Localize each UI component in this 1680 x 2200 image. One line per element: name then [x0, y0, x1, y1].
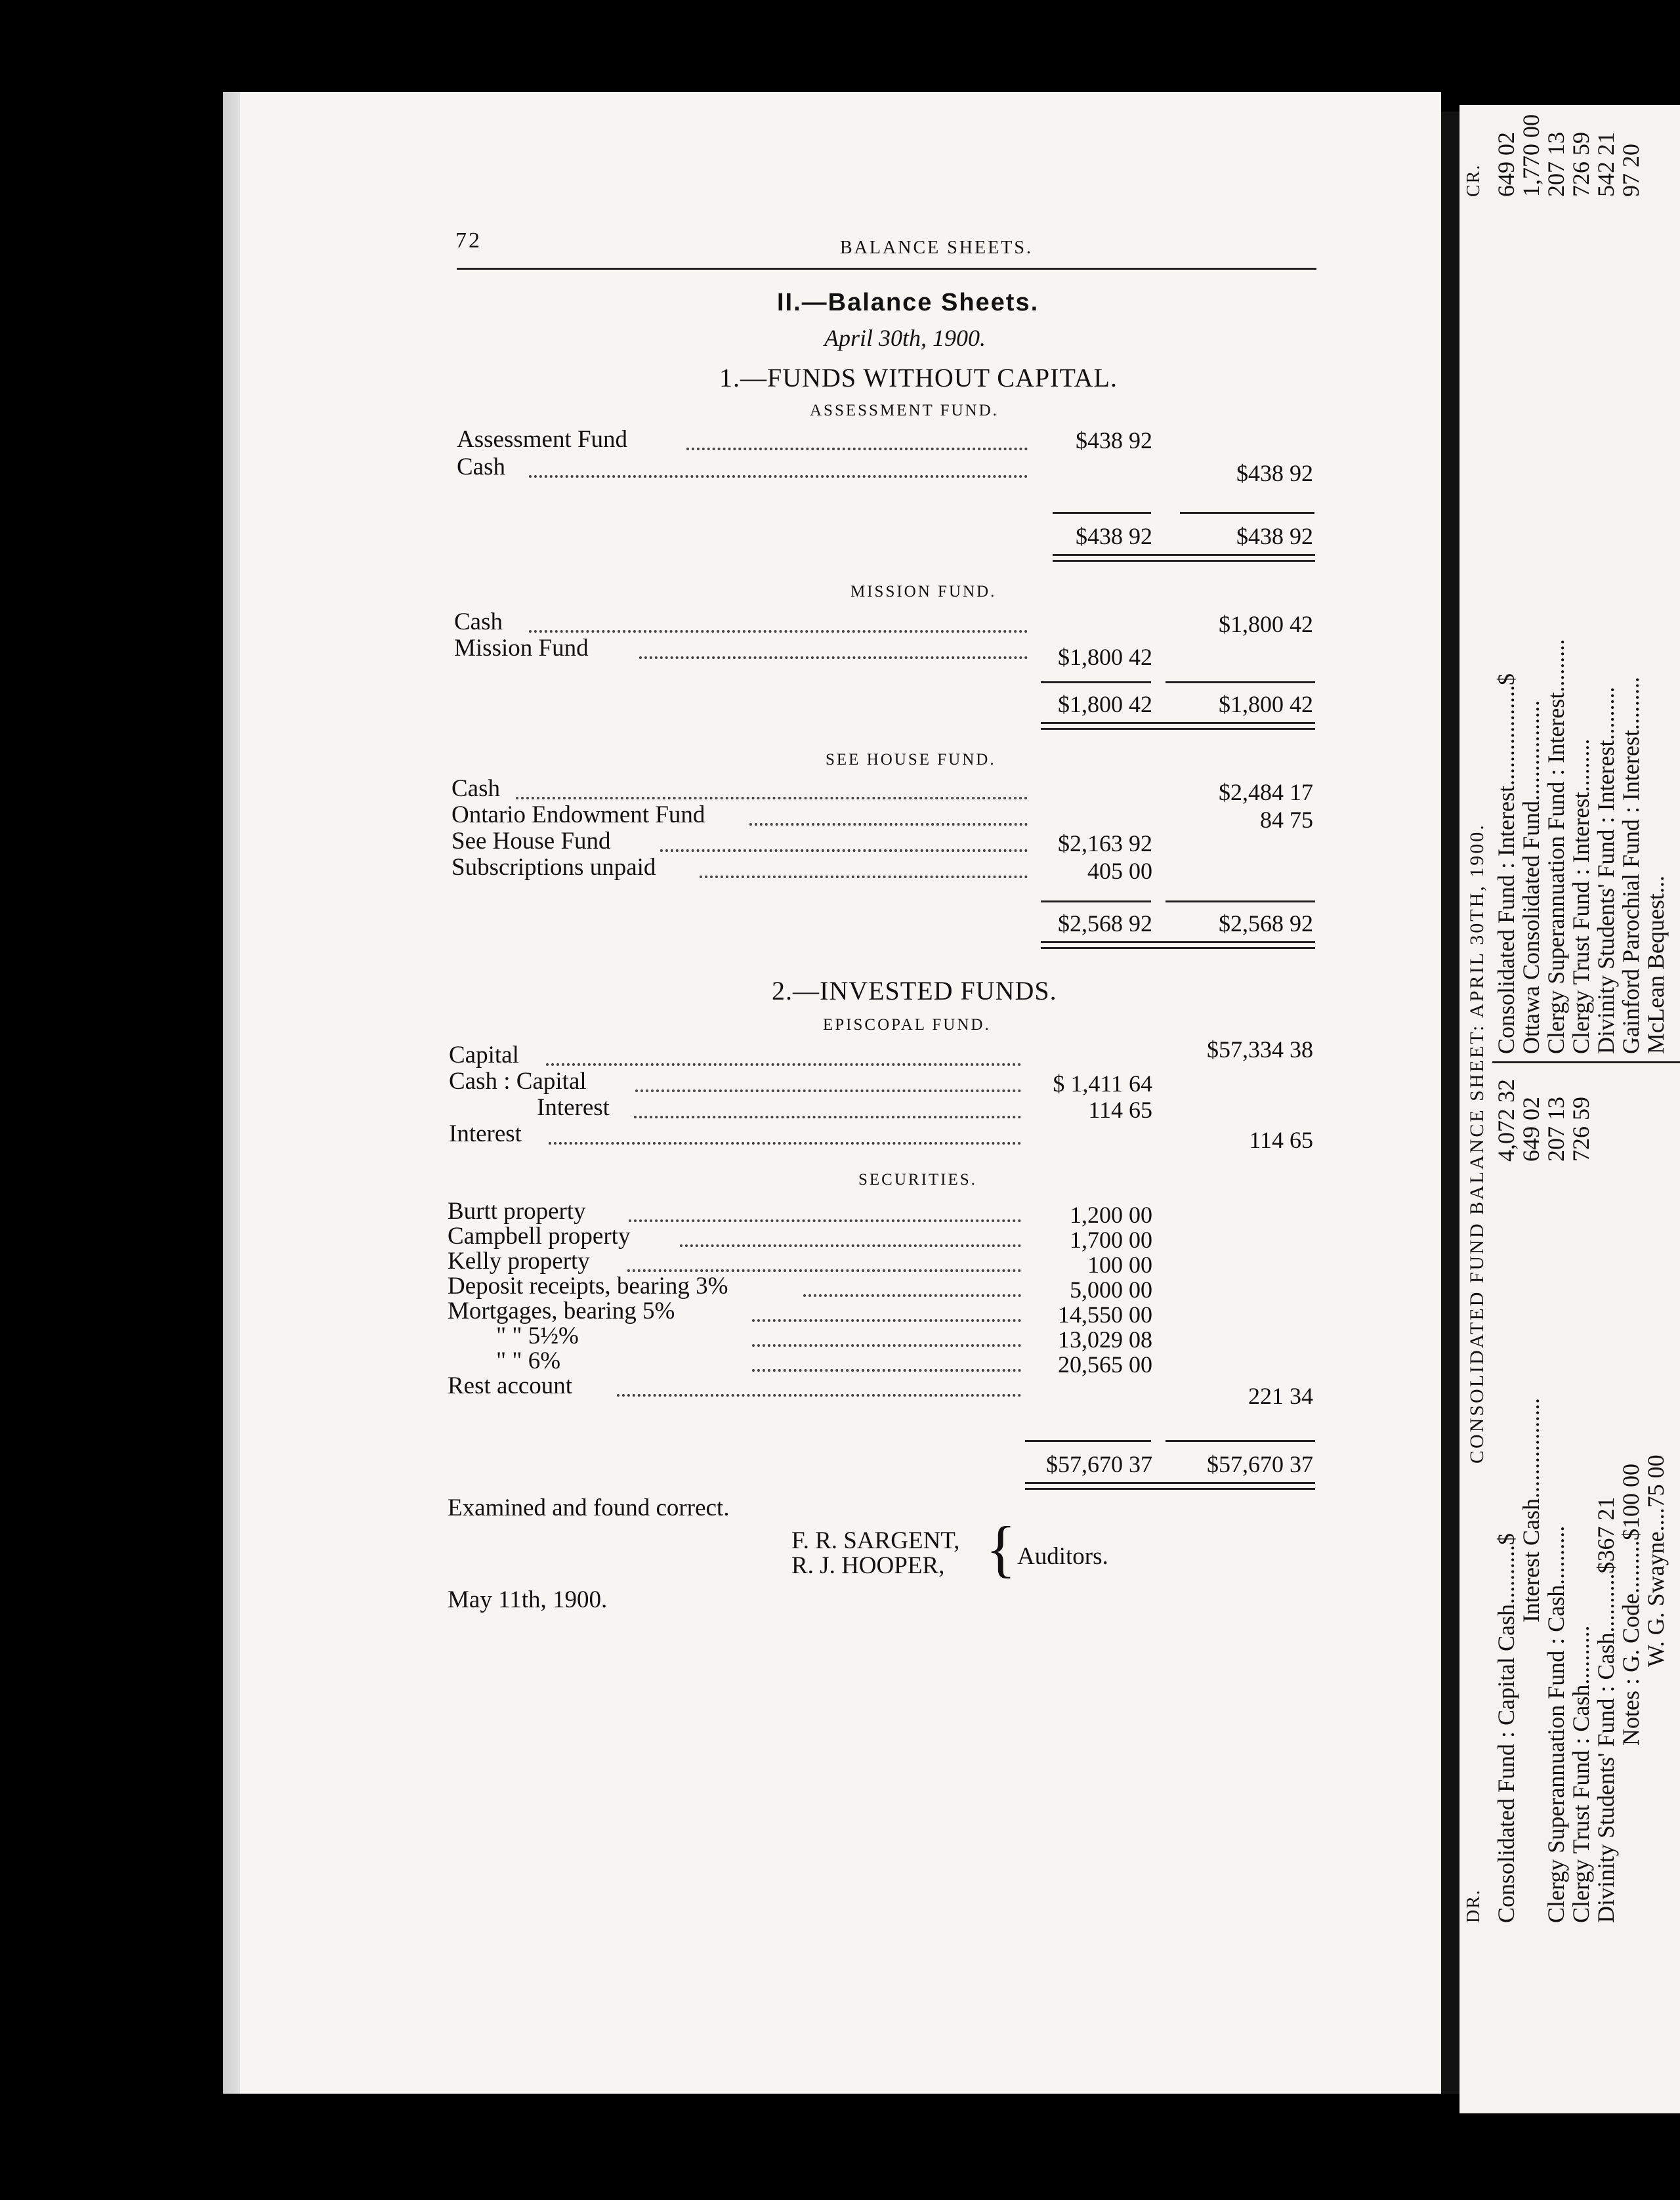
- episcopal-heading: EPISCOPAL FUND.: [823, 1016, 991, 1034]
- dr-line: W. G. Swayne....75 00: [1643, 1454, 1669, 1667]
- seehouse-row-cr: $2,484 17: [1219, 779, 1313, 805]
- mission-row-label: Mission Fund: [454, 635, 589, 662]
- seehouse-row-label: See House Fund: [452, 828, 611, 855]
- episcopal-row-label: Capital: [449, 1042, 519, 1068]
- seehouse-heading: SEE HOUSE FUND.: [826, 751, 996, 769]
- securities-row-label: " " 6%: [496, 1347, 561, 1374]
- mission-row-dr: $1,800 42: [1058, 644, 1152, 670]
- seehouse-row-dr: 405 00: [1087, 858, 1152, 884]
- double-rule: [1025, 1482, 1315, 1490]
- cr-line: McLean Bequest...: [1643, 876, 1669, 1054]
- leader-dots: [546, 1061, 1021, 1066]
- securities-total-dr: $57,670 37: [1046, 1451, 1152, 1477]
- leader-dots: [686, 445, 1028, 450]
- assessment-row-cr: $438 92: [1236, 460, 1313, 486]
- securities-row-dr: 5,000 00: [1070, 1277, 1152, 1303]
- seehouse-row-label: Ontario Endowment Fund: [452, 801, 705, 828]
- leader-dots: [627, 1267, 1021, 1272]
- dr-line: Clergy Superannuation Fund : Cash..........: [1543, 1525, 1569, 1923]
- total-rule-dr: [1041, 900, 1151, 902]
- total-rule-dr: [1025, 1440, 1151, 1442]
- seehouse-total-dr: $2,568 92: [1058, 910, 1152, 937]
- episcopal-row-cr: 114 65: [1249, 1127, 1313, 1153]
- total-rule-cr: [1166, 900, 1315, 902]
- double-rule: [1041, 941, 1315, 949]
- section-heading-2: 2.—INVESTED FUNDS.: [772, 976, 1057, 1005]
- seehouse-row-dr: $2,163 92: [1058, 830, 1152, 857]
- seehouse-row-label: Subscriptions unpaid: [452, 854, 656, 881]
- gutter: [1441, 112, 1460, 2094]
- assessment-row-label: Assessment Fund: [457, 426, 628, 453]
- dr-line: Divinity Students' Fund : Cash..........$367 21: [1593, 1496, 1619, 1923]
- mission-total-cr: $1,800 42: [1219, 691, 1313, 717]
- double-rule: [1053, 554, 1315, 562]
- total-rule-cr: [1166, 681, 1315, 683]
- episcopal-row-dr: $ 1,411 64: [1053, 1070, 1152, 1097]
- assessment-total-cr: $438 92: [1236, 523, 1313, 549]
- auditor-name: F. R. SARGENT,: [791, 1527, 960, 1554]
- leader-dots: [680, 1242, 1021, 1247]
- securities-row-dr: 1,700 00: [1070, 1227, 1152, 1253]
- leader-dots: [803, 1292, 1021, 1297]
- securities-row-cr: 221 34: [1248, 1383, 1313, 1409]
- leader-dots: [634, 1113, 1021, 1118]
- column-divider: [1492, 1061, 1680, 1063]
- assessment-row-label: Cash: [457, 454, 505, 480]
- total-rule-cr: [1166, 1440, 1315, 1442]
- total-rule-dr: [1041, 681, 1151, 683]
- mission-heading: MISSION FUND.: [850, 583, 997, 601]
- leader-dots: [752, 1366, 1021, 1372]
- dr-amount: 649 02: [1518, 1097, 1544, 1162]
- securities-row-label: Campbell property: [448, 1223, 631, 1250]
- securities-heading: SECURITIES.: [858, 1171, 977, 1189]
- right-page: [1460, 105, 1680, 2113]
- header-rule: [457, 268, 1316, 270]
- mission-row-label: Cash: [454, 608, 503, 635]
- seehouse-row-cr: 84 75: [1260, 807, 1313, 833]
- examined-note: Examined and found correct.: [448, 1494, 730, 1521]
- mission-total-dr: $1,800 42: [1058, 691, 1152, 717]
- section-heading-1: 1.—FUNDS WITHOUT CAPITAL.: [719, 363, 1118, 392]
- leader-dots: [529, 473, 1028, 478]
- leader-dots: [635, 1087, 1021, 1092]
- cr-line: Gainford Parochial Fund : Interest.........: [1618, 677, 1644, 1054]
- leader-dots: [629, 1217, 1021, 1222]
- leader-dots: [516, 794, 1028, 799]
- brace: {: [986, 1513, 1017, 1584]
- cr-amount: 726 59: [1568, 132, 1594, 197]
- securities-row-label: Burtt property: [448, 1198, 586, 1225]
- page-number: 72: [455, 228, 482, 253]
- leader-dots: [749, 820, 1028, 826]
- leader-dots: [752, 1317, 1021, 1322]
- securities-row-label: " " 5½%: [496, 1322, 579, 1349]
- signed-date: May 11th, 1900.: [448, 1586, 608, 1613]
- page-title: II.—Balance Sheets.: [777, 289, 1040, 316]
- dr-amount: 726 59: [1568, 1097, 1594, 1162]
- leader-dots: [752, 1342, 1021, 1347]
- dr-line: Clergy Trust Fund : Cash..........: [1568, 1625, 1594, 1923]
- leader-dots: [639, 654, 1028, 659]
- episcopal-row-cr: $57,334 38: [1207, 1036, 1313, 1063]
- cr-label: CR.: [1463, 163, 1484, 197]
- seehouse-total-cr: $2,568 92: [1219, 910, 1313, 937]
- left-page: [240, 92, 1441, 2094]
- assessment-heading: ASSESSMENT FUND.: [810, 402, 999, 419]
- securities-row-dr: 13,029 08: [1058, 1326, 1152, 1353]
- assessment-row-dr: $438 92: [1076, 427, 1152, 454]
- leader-dots: [660, 847, 1028, 852]
- dr-amount: 4,072 32: [1493, 1079, 1519, 1162]
- securities-total-cr: $57,670 37: [1207, 1451, 1313, 1477]
- mission-row-cr: $1,800 42: [1219, 611, 1313, 637]
- auditors-label: Auditors.: [1017, 1543, 1108, 1570]
- rotated-balance-sheet: [1460, 105, 1680, 2113]
- cr-amount: 207 13: [1543, 132, 1569, 197]
- securities-row-label: Deposit receipts, bearing 3%: [448, 1273, 728, 1300]
- leader-dots: [549, 1139, 1021, 1145]
- cr-line: Clergy Superannuation Fund : Interest.........: [1543, 639, 1569, 1054]
- securities-row-dr: 20,565 00: [1058, 1351, 1152, 1378]
- episcopal-row-label: Interest: [537, 1094, 610, 1121]
- leader-dots: [617, 1391, 1021, 1397]
- securities-row-label: Rest account: [448, 1372, 573, 1399]
- cr-amount: 649 02: [1493, 132, 1519, 197]
- securities-row-dr: 14,550 00: [1058, 1301, 1152, 1328]
- dr-amount: 207 13: [1543, 1097, 1569, 1162]
- running-head: BALANCE SHEETS.: [840, 238, 1033, 258]
- episcopal-row-label: Cash : Capital: [449, 1068, 587, 1095]
- cr-line: Clergy Trust Fund : Interest.........: [1568, 738, 1594, 1054]
- right-heading: CONSOLIDATED FUND BALANCE SHEET: APRIL 30TH, 1900.: [1466, 823, 1488, 1464]
- securities-row-label: Kelly property: [448, 1248, 590, 1275]
- cr-amount: 97 20: [1618, 144, 1644, 197]
- securities-row-label: Mortgages, bearing 5%: [448, 1298, 675, 1324]
- securities-row-dr: 1,200 00: [1070, 1202, 1152, 1228]
- cr-amount: 542 21: [1593, 132, 1619, 197]
- cr-line: Consolidated Fund : Interest.................$: [1493, 673, 1519, 1054]
- total-rule-cr: [1180, 512, 1314, 514]
- episcopal-row-label: Interest: [449, 1120, 522, 1147]
- episcopal-row-dr: 114 65: [1088, 1097, 1152, 1123]
- total-rule-dr: [1053, 512, 1151, 514]
- seehouse-row-label: Cash: [452, 775, 500, 802]
- double-rule: [1041, 722, 1315, 730]
- dr-line: Interest Cash.................: [1518, 1398, 1544, 1622]
- cr-line: Divinity Students' Fund : Interest.........: [1593, 687, 1619, 1054]
- auditor-name: R. J. HOOPER,: [791, 1552, 945, 1579]
- dr-label: DR.: [1463, 1889, 1484, 1923]
- dr-line: Notes : G. Code.........$100 00: [1618, 1464, 1644, 1746]
- cr-line: Ottawa Consolidated Fund.................: [1518, 700, 1544, 1054]
- securities-row-dr: 100 00: [1087, 1252, 1152, 1278]
- assessment-total-dr: $438 92: [1076, 523, 1152, 549]
- cr-amount: 1,770 00: [1518, 114, 1544, 197]
- leader-dots: [529, 627, 1028, 633]
- sheet-date: April 30th, 1900.: [824, 325, 986, 351]
- dr-line: Consolidated Fund : Capital Cash..........$: [1493, 1533, 1519, 1923]
- leader-dots: [700, 873, 1028, 878]
